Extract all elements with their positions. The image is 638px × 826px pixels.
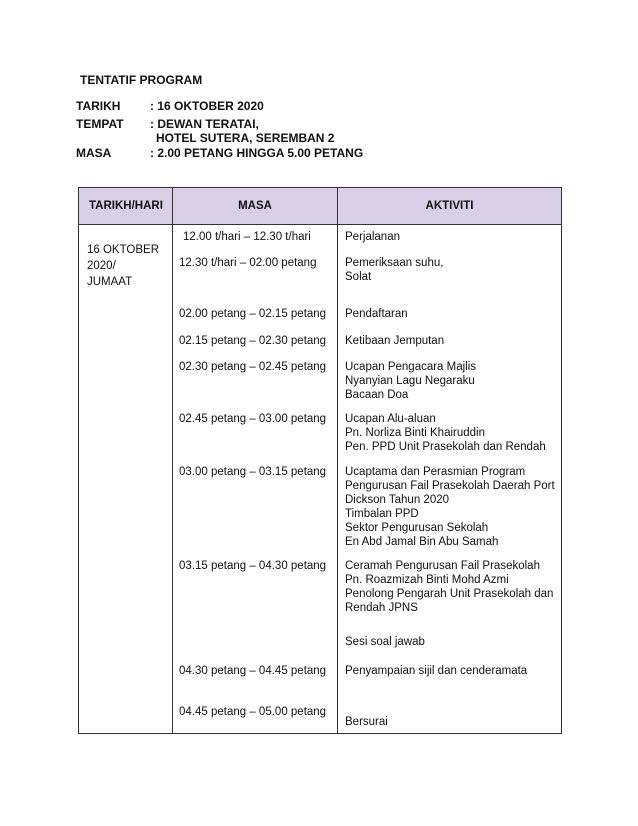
activity-line: Pn. Roazmizah Binti Mohd Azmi [345, 574, 509, 586]
time-slot: 03.00 petang – 03.15 petang [179, 466, 327, 478]
activity-item [345, 334, 444, 348]
activity-item [345, 465, 555, 549]
activity-item [345, 412, 546, 454]
activity-line: Pemeriksaan suhu, [345, 257, 444, 269]
activity-line: Bacaan Doa [345, 389, 409, 401]
time-slot: 02.45 petang – 03.00 petang [179, 413, 327, 425]
activity-line: Pengurusan Fail Prasekolah Daerah Port [345, 480, 555, 492]
activity-line: Ketibaan Jemputan [345, 335, 445, 347]
info-value: : DEWAN TERATAI, [150, 117, 259, 131]
day-line: 2020/ [87, 260, 116, 272]
time-cell [173, 225, 338, 734]
activity-line: Ceramah Pengurusan Fail Prasekolah [345, 560, 540, 572]
day-cell [79, 225, 173, 734]
schedule-table [78, 187, 562, 734]
header-date-day: TARIKH/HARI [79, 188, 173, 225]
activity-item [345, 256, 443, 284]
activity-line: Nyanyian Lagu Negaraku [345, 375, 475, 387]
table-header-row [79, 188, 562, 225]
info-label: TARIKH [76, 99, 121, 113]
activity-cell [338, 225, 562, 734]
info-label: TEMPAT [76, 117, 124, 131]
activity-line: Pn. Norliza Binti Khairuddin [345, 427, 485, 439]
activity-line: Sesi soal jawab [345, 636, 425, 648]
document-title: TENTATIF PROGRAM [80, 73, 203, 87]
activity-line: Timbalan PPD [345, 508, 419, 520]
day-line: JUMAAT [87, 276, 133, 288]
header-time: MASA [173, 188, 338, 225]
time-slot: 02.15 petang – 02.30 petang [179, 335, 327, 347]
activity-line: Pen. PPD Unit Prasekolah dan Rendah [345, 441, 546, 453]
activity-line: Perjalanan [345, 231, 400, 243]
time-slot: 02.30 petang – 02.45 petang [179, 361, 327, 373]
activity-line: Ucapan Pengacara Majlis [345, 361, 477, 373]
activity-line: Bersurai [345, 716, 388, 728]
time-slot: 02.00 petang – 02.15 petang [179, 308, 327, 320]
table-row [79, 225, 562, 734]
activity-line: Penyampaian sijil dan cenderamata [345, 665, 528, 677]
info-label: MASA [76, 146, 112, 160]
activity-item [345, 715, 388, 729]
day-line: 16 OKTOBER [87, 244, 160, 256]
activity-item [345, 664, 527, 678]
activity-item [345, 559, 553, 615]
activity-line: Dickson Tahun 2020 [345, 494, 449, 506]
time-slot: 04.30 petang – 04.45 petang [179, 665, 327, 677]
activity-item [345, 635, 425, 649]
activity-line: Rendah JPNS [345, 602, 418, 614]
activity-line: En Abd Jamal Bin Abu Samah [345, 536, 499, 548]
time-slot: 12.00 t/hari – 12.30 t/hari [183, 231, 311, 243]
info-value: HOTEL SUTERA, SEREMBAN 2 [156, 131, 335, 145]
activity-line: Solat [345, 271, 372, 283]
activity-line: Pendaftaran [345, 308, 408, 320]
activity-line: Ucaptama dan Perasmian Program [345, 466, 526, 478]
time-slot: 03.15 petang – 04.30 petang [179, 560, 327, 572]
time-slot: 12.30 t/hari – 02.00 petang [179, 257, 317, 269]
info-value: : 16 OKTOBER 2020 [150, 99, 264, 113]
activity-item [345, 230, 400, 244]
activity-line: Sektor Pengurusan Sekolah [345, 522, 489, 534]
activity-line: Ucapan Alu-aluan [345, 413, 436, 425]
activity-line: Penolong Pengarah Unit Prasekolah dan [345, 588, 554, 600]
time-slot: 04.45 petang – 05.00 petang [179, 706, 327, 718]
activity-item [345, 307, 408, 321]
info-value: : 2.00 PETANG HINGGA 5.00 PETANG [150, 146, 364, 160]
header-activity: AKTIVITI [338, 188, 562, 225]
activity-item [345, 360, 476, 402]
